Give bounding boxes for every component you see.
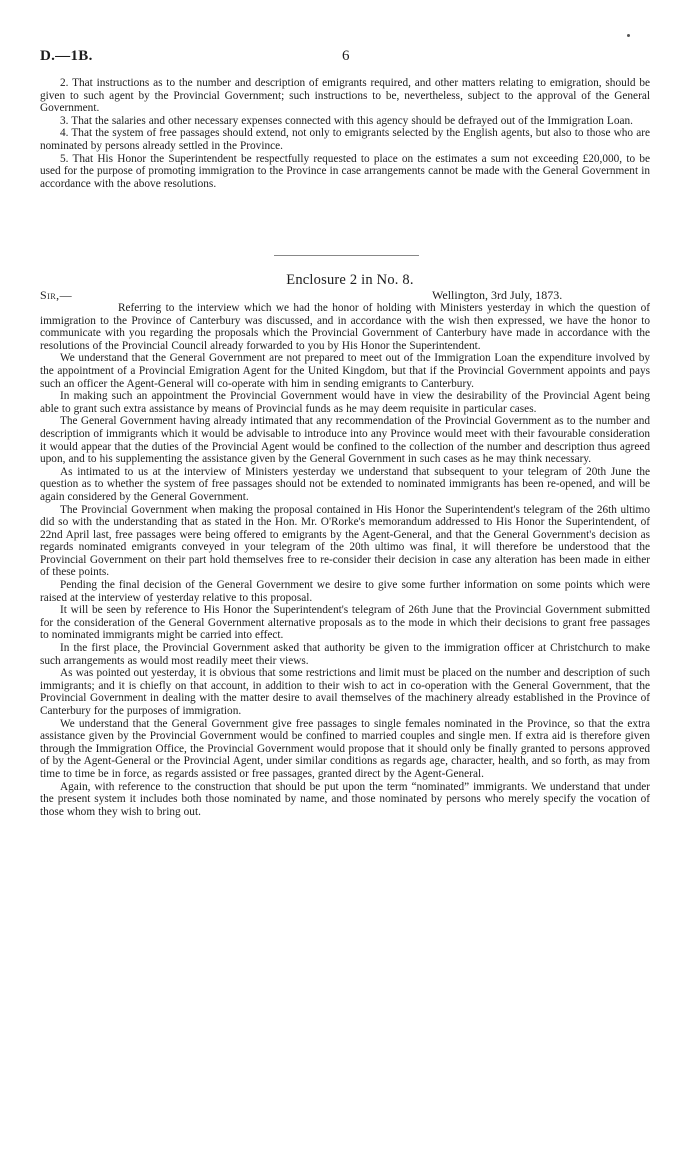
letter-paragraph: As was pointed out yesterday, it is obvious that some restrictions and limit must be placed on the number and description of such immigrants; and it is chiefly on that account, in addition to their wish to act in co-operation with the General Government, that the Provincial Government in dealing with the matter desire to avail themselves of the machinery already established in the Province of Canterbury for the purposes of immigration. — [40, 667, 650, 717]
enclosure-heading: Enclosure 2 in No. 8. — [286, 272, 414, 288]
page-number: 6 — [342, 48, 350, 64]
letter-body — [40, 302, 650, 818]
letter-paragraph: In making such an appointment the Provincial Government would have in view the desirability of the Provincial Agent being able to grant such extra assistance by means of Provincial funds as he may deem requisite in particular cases. — [40, 390, 650, 415]
resolution-paragraph: 3. That the salaries and other necessary expenses connected with this agency should be defrayed out of the Immigration Loan. — [60, 114, 633, 127]
resolution-paragraph: 4. That the system of free passages should extend, not only to emigrants selected by the English agents, but also to those who are nominated by persons already settled in the Province. — [40, 127, 650, 152]
letter-dateline: Wellington, 3rd July, 1873. — [432, 288, 563, 302]
letter-paragraph: The Provincial Government when making the proposal contained in His Honor the Superintendent's telegram of the 26th ultimo did so with the understanding that as stated in the Hon. Mr. O'Rorke's memorandum addressed to His Honor the Superintendent, of 22nd April last, free passages were being offered to emigrants by the Agent-General, and that the General Government's decision as regards nominated emigrants conveyed in your telegram of the 20th ultimo was final, it will therefore be understood that the Provincial Government on their part hold themselves free to re-consider their decision in case any alteration has been made in either of these points. — [40, 503, 650, 579]
resolution-paragraph: 5. That His Honor the Superintendent be respectfully requested to place on the estimates a sum not exceeding £20,000, to be used for the purpose of promoting immigration to the Province in case arrangements cannot be made with the General Government in accordance with the above resolutions. — [40, 152, 650, 190]
letter-paragraph: We understand that the General Government are not prepared to meet out of the Immigration Loan the expenditure involved by the appointment of a Provincial Emigration Agent for the United Kingdom, but that if the Provincial Government appoints and pays such an officer the Agent-General will co-operate with him in sending emigrants to Canterbury. — [40, 352, 650, 390]
letter-paragraph: It will be seen by reference to His Honor the Superintendent's telegram of 26th June that the Provincial Government submitted for the consideration of the General Government alternative proposals as to the mode in which their decisions to grant free passages to nominated immigrants might be carried into effect. — [40, 604, 650, 642]
resolution-paragraph: 2. That instructions as to the number and description of emigrants required, and other matters relating to emigration, should be given to such agent by the Provincial Government; such instructions to be, nevertheless, subject to the approval of the General Government. — [40, 77, 650, 115]
letter-salutation: Sir,— — [40, 288, 73, 302]
letter-paragraph: Pending the final decision of the General Government we desire to give some further information on some points which were raised at the interview of yesterday relative to this proposal. — [40, 579, 650, 604]
letter-paragraph: Again, with reference to the construction that should be put upon the term “nominated” immigrants. We understand that under the present system it includes both those nominated by name, and those nominated by persons who merely specify the vocation of those whom they wish to bring out. — [40, 780, 650, 818]
document-reference: D.—1B. — [40, 48, 93, 64]
letter-paragraph: As intimated to us at the interview of Ministers yesterday we understand that subsequent to your telegram of 20th June the question as to whether the system of free passages should not be extended to nominated immigrants has been re-opened, and will be again considered by the General Government. — [40, 465, 650, 503]
section-divider — [274, 255, 419, 256]
page-header — [40, 48, 660, 68]
scan-speck — [627, 34, 630, 37]
letter-paragraph: Referring to the interview which we had the honor of holding with Ministers yesterday in which the question of immigration to the Province of Canterbury was discussed, and in accordance with the wish then expressed, we have the honor to communicate with you regarding the proposals which the Provincial Government of Canterbury have made in accordance with the resolutions of the Provincial Council already forwarded to you by His Honor the Superintendent. — [40, 302, 650, 352]
letter-paragraph: In the first place, the Provincial Government asked that authority be given to the immigration officer at Christchurch to make such arrangements as would most readily meet their views. — [40, 642, 650, 667]
letter-paragraph: The General Government having already intimated that any recommendation of the Provincial Government as to the number and description of immigrants which it would be advisable to introduce into any Province would meet with their favourable consideration it would appear that the duties of the Provincial Agent would be confined to the collection of the number and description thus agreed upon, and to his supplementing the assistance given by the General Government in such cases as he may think necessary. — [40, 415, 650, 466]
letter-paragraph: We understand that the General Government give free passages to single females nominated in the Province, so that the extra assistance given by the Provincial Government would be confined to married couples and single men. If extra aid is therefore given through the Immigration Office, the Provincial Government would propose that it should only be finally granted to persons approved of by the Agent-General or the Provincial Agent, under similar conditions as regards age, character, health, and so forth, as may from time to time be in force, as regards assisted or free passages, granted direct by the Agent-General. — [40, 717, 650, 780]
resolutions-continued — [40, 77, 650, 190]
